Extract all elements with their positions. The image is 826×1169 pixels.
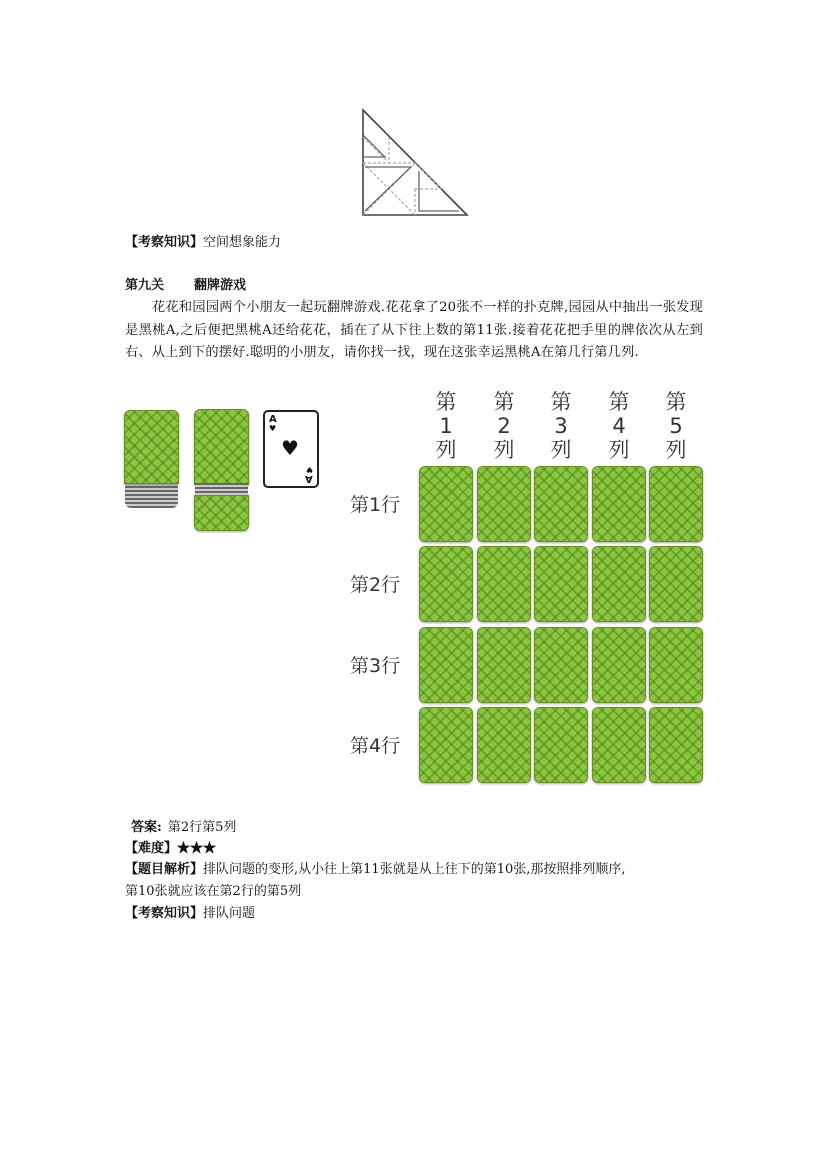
grid-card: [419, 546, 473, 622]
ace-rank-top: A: [269, 414, 277, 425]
card-stack-left: [124, 410, 180, 510]
knowledge-line-top: [125, 233, 281, 253]
knowledge-label: 【考察知识】: [125, 906, 204, 921]
grid-card: [477, 546, 531, 622]
column-header-text: 第: [493, 390, 515, 414]
column-header-text: 第: [435, 390, 457, 414]
column-header-text: 列: [550, 438, 572, 462]
grid-card: [649, 546, 703, 622]
stack-edges: [195, 483, 248, 495]
grid-card: [649, 466, 703, 542]
card-back: [194, 409, 249, 485]
triangle-figure: [355, 105, 475, 220]
column-header-2: [479, 390, 529, 462]
grid-card: [419, 627, 473, 703]
grid-card: [534, 707, 588, 783]
difficulty-line: [125, 839, 216, 859]
column-header-text: 第: [665, 390, 687, 414]
column-header-text: 列: [493, 438, 515, 462]
difficulty-stars: ★★★: [177, 841, 217, 856]
level-title-line: [125, 276, 246, 296]
row-header-3: 第3行: [350, 655, 401, 677]
ace-card: [263, 410, 319, 488]
column-header-text: 第: [608, 390, 630, 414]
grid-card: [477, 466, 531, 542]
grid-card: [419, 707, 473, 783]
grid-card: [592, 707, 646, 783]
knowledge-value: 空间想象能力: [203, 235, 282, 250]
column-header-text: 列: [435, 438, 457, 462]
grid-card: [534, 627, 588, 703]
column-header-text: 2: [497, 414, 511, 438]
grid-card: [534, 466, 588, 542]
heart-icon-small-bottom: ♥: [305, 465, 313, 474]
column-header-5: [651, 390, 701, 462]
row-header-4: 第4行: [350, 735, 401, 757]
card-back: [124, 410, 179, 484]
level-title: 第九关: [125, 278, 165, 293]
knowledge-value: 排队问题: [203, 906, 256, 921]
grid-card: [592, 627, 646, 703]
column-header-4: [594, 390, 644, 462]
column-header-text: 3: [554, 414, 568, 438]
column-header-text: 列: [608, 438, 630, 462]
column-header-text: 5: [669, 414, 683, 438]
ace-rank-bottom: A: [305, 473, 313, 484]
grid-card: [649, 627, 703, 703]
grid-card: [592, 466, 646, 542]
heart-icon-small: ♥: [269, 424, 277, 433]
stack-edges: [125, 482, 178, 508]
card-stack-right: [194, 409, 250, 531]
analysis-line2: 第10张就应该在第2行的第5列: [125, 884, 302, 899]
column-header-3: [536, 390, 586, 462]
analysis-text1: 排队问题的变形,从小往上第11张就是从上往下的第10张,那按照排列顺序,: [203, 862, 626, 877]
grid-card: [592, 546, 646, 622]
column-header-text: 1: [439, 414, 453, 438]
row-header-2: 第2行: [350, 574, 401, 596]
row-header-1: 第1行: [350, 494, 401, 516]
card-back: [194, 495, 249, 531]
heart-icon: ♥: [281, 436, 299, 460]
level-paragraph: 花花和园园两个小朋友一起玩翻牌游戏.花花拿了20张不一样的扑克牌,园园从中抽出一张发现是黑桃A,之后便把黑桃A还给花花，插在了从下往上数的第11张.接着花花把手里的牌依次从左到右、从上到下的摆好.聪明的小朋友，请你找一找，现在这张幸运黑桃A在第几行第几列.: [125, 300, 703, 360]
knowledge-line-bottom: [125, 904, 255, 924]
grid-card: [477, 707, 531, 783]
grid-card: [419, 466, 473, 542]
analysis-line1: [125, 860, 626, 880]
analysis-label: 【题目解析】: [125, 862, 204, 877]
level-name: 翻牌游戏: [194, 278, 247, 293]
answer-line: [131, 818, 236, 838]
answer-value: 第2行第5列: [167, 820, 237, 835]
grid-card: [649, 707, 703, 783]
column-header-text: 第: [550, 390, 572, 414]
difficulty-label: 【难度】: [125, 841, 178, 856]
knowledge-label: 【考察知识】: [125, 235, 204, 250]
grid-card: [534, 546, 588, 622]
column-header-text: 列: [665, 438, 687, 462]
grid-card: [477, 627, 531, 703]
answer-label: 答案:: [131, 820, 162, 835]
column-header-text: 4: [612, 414, 626, 438]
column-header-1: [421, 390, 471, 462]
